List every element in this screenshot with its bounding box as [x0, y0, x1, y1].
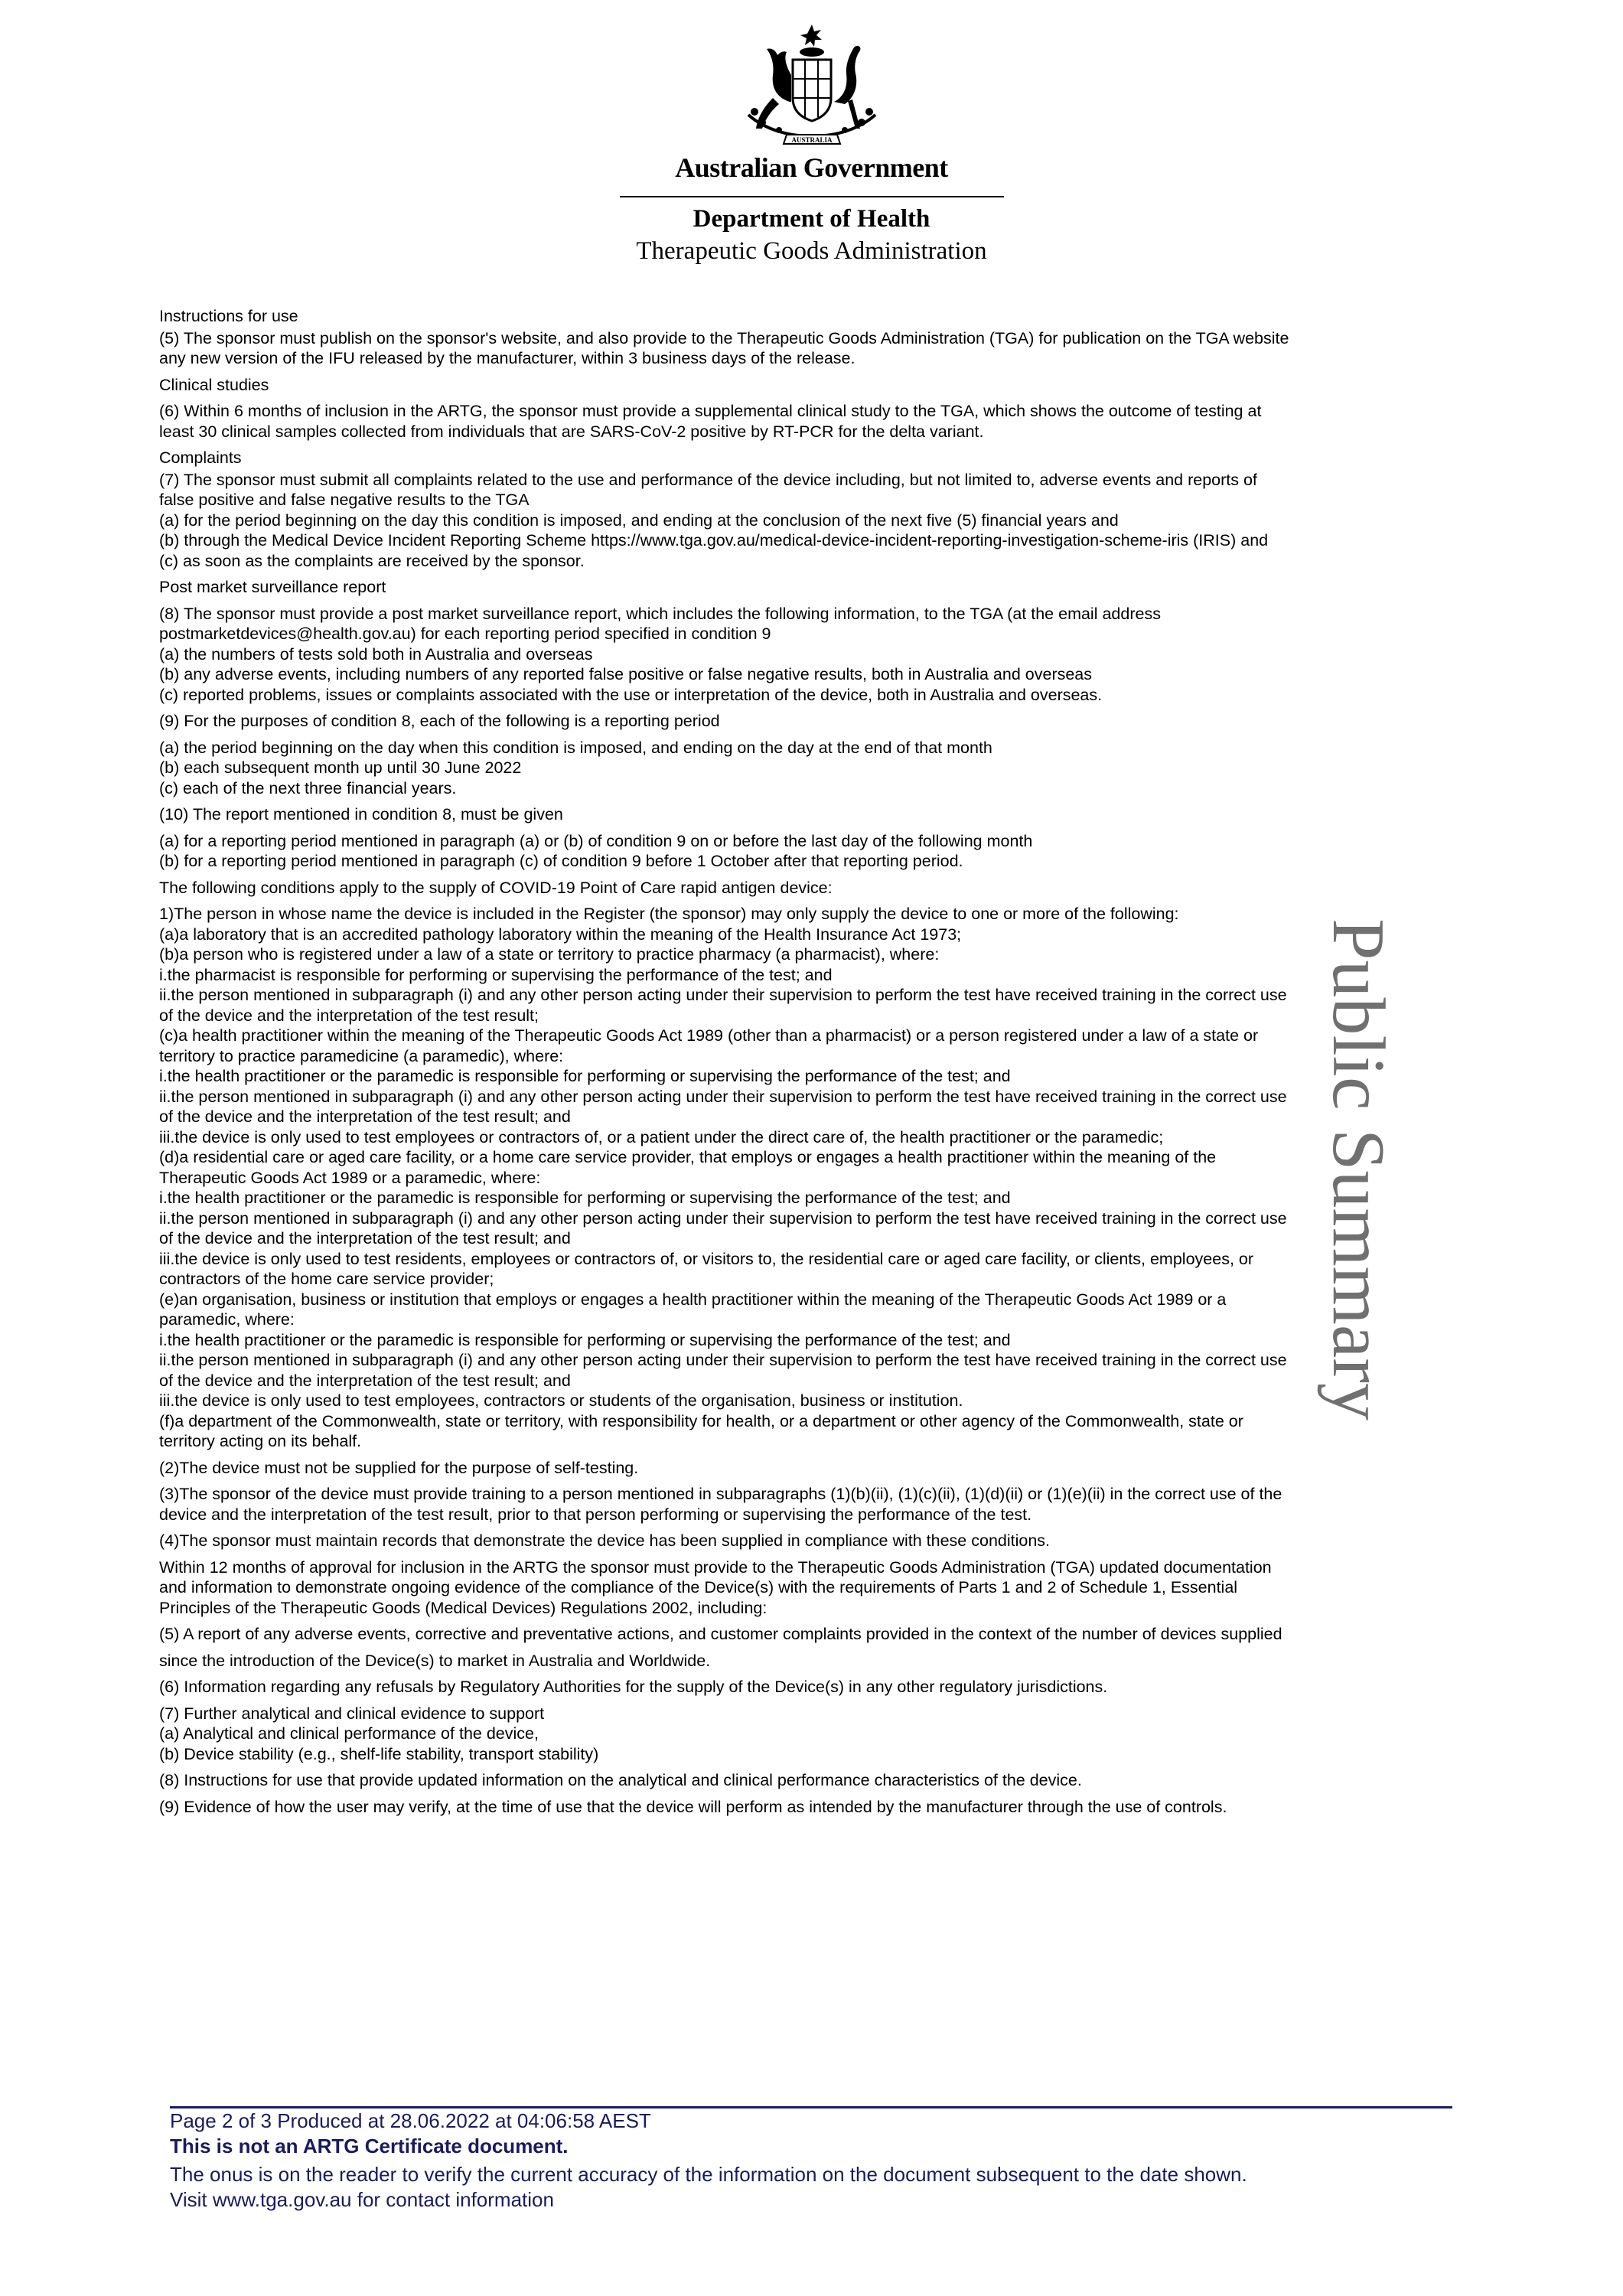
text-line: (7) The sponsor must submit all complaints related to the use and performance of the device including, but not limited to, adverse events and reports of [159, 470, 1257, 489]
text-line: since the introduction of the Device(s) to market in Australia and Worldwide. [159, 1651, 711, 1670]
text-line: i.the health practitioner or the paramedic is responsible for performing or supervising the performance of the test; and [159, 1189, 1011, 1207]
text-line: iii.the device is only used to test employees or contractors of, or a patient under the direct care of, the health practitioner or the paramedic; [159, 1127, 1164, 1146]
page-footer [170, 2106, 1452, 2213]
text-line: (e)an organisation, business or institution that employs or engages a health practitioner within the meaning of the Therapeutic Goods Act 1989 or a [159, 1290, 1227, 1309]
paragraph [159, 1651, 1479, 1671]
text-line: (3)The sponsor of the device must provide training to a person mentioned in subparagraphs (1)(b)(ii), (1)(c)(ii), (1)(d)(ii) or (1)(e)(ii) in the correct use of the [159, 1485, 1282, 1503]
text-line: (9) For the purposes of condition 8, each of the following is a reporting period [159, 712, 720, 730]
paragraph [159, 604, 1479, 706]
text-line: (a) for the period beginning on the day this condition is imposed, and ending at the conclusion of the next five (5) financial years and [159, 510, 1119, 530]
text-line: 1)The person in whose name the device is included in the Register (the sponsor) may only supply the device to one or more of the following: [159, 905, 1179, 923]
text-line: iii.the device is only used to test employees, contractors or students of the organisation, business or institution. [159, 1391, 963, 1410]
paragraph [159, 831, 1479, 872]
text-line: (6) Information regarding any refusals by Regulatory Authorities for the supply of the Device(s) in any other regulatory jurisdictions. [159, 1678, 1108, 1696]
paragraph [159, 738, 1479, 799]
footer-page-info: Page 2 of 3 Produced at 28.06.2022 at 04:06:58 AEST [170, 2109, 651, 2132]
text-line: territory acting on its behalf. [159, 1432, 362, 1450]
footer-onus: The onus is on the reader to verify the current accuracy of the information on the document subsequent to the date shown. [170, 2163, 1247, 2186]
text-line: Instructions for use [159, 307, 298, 325]
text-line: (8) The sponsor must provide a post market surveillance report, which includes the following information, to the TGA (at the email address [159, 604, 1161, 623]
paragraph [159, 904, 1479, 1452]
text-line: territory to practice paramedicine (a paramedic), where: [159, 1046, 564, 1065]
text-line: any new version of the IFU released by the manufacturer, within 3 business days of the release. [159, 349, 855, 367]
text-line: Clinical studies [159, 375, 269, 394]
department-title: Department of Health [693, 205, 930, 233]
text-line: and information to demonstrate ongoing evidence of the compliance of the Device(s) with the requirements of Parts 1 and 2 of Schedule 1, Essential [159, 1578, 1238, 1596]
text-line: Within 12 months of approval for inclusion in the ARTG the sponsor must provide to the Therapeutic Goods Administration (TGA) updated documentation [159, 1557, 1272, 1577]
paragraph [159, 1704, 1479, 1765]
header-divider [620, 196, 1004, 197]
text-line: (5) A report of any adverse events, corrective and preventative actions, and customer complaints provided in the context of the number of devices supplied [159, 1625, 1282, 1643]
crest-scroll-lettering: AUSTRALIA [791, 136, 833, 144]
text-line: (4)The sponsor must maintain records that demonstrate the device has been supplied in compliance with these conditions. [159, 1531, 1051, 1550]
paragraph [159, 1624, 1479, 1645]
text-line: (b) through the Medical Device Incident Reporting Scheme https://www.tga.gov.au/medical-device-incident-reporting-investigation-scheme-iris (IRIS) and [159, 531, 1269, 550]
agency-title: Therapeutic Goods Administration [636, 237, 987, 265]
text-line: of the device and the interpretation of the test result; and [159, 1107, 571, 1126]
text-line: (2)The device must not be supplied for the purpose of self-testing. [159, 1458, 639, 1477]
text-line: (b) for a reporting period mentioned in paragraph (c) of condition 9 before 1 October after that reporting period. [159, 852, 963, 870]
text-line: (b) any adverse events, including numbers of any reported false positive or false negative results, both in Australia and overseas [159, 665, 1093, 683]
text-line: (a) for a reporting period mentioned in paragraph (a) or (b) of condition 9 on or before the last day of the following month [159, 831, 1033, 850]
text-line: (7) Further analytical and clinical evidence to support [159, 1704, 545, 1723]
paragraph [159, 401, 1479, 442]
text-line: false positive and false negative results to the TGA [159, 491, 530, 509]
paragraph [159, 711, 1479, 732]
text-line: iii.the device is only used to test residents, employees or contractors of, or visitors to, the residential care or aged care facility, or clients, employees, or [159, 1249, 1254, 1268]
paragraph [159, 804, 1479, 825]
text-line: (d)a residential care or aged care facility, or a home care service provider, that employs or engages a health practitioner within the meaning of the [159, 1148, 1217, 1166]
text-line: postmarketdevices@health.gov.au) for each reporting period specified in condition 9 [159, 625, 771, 643]
footer-contact[interactable]: Visit www.tga.gov.au for contact information [170, 2188, 554, 2211]
text-line: ii.the person mentioned in subparagraph (i) and any other person acting under their supervision to perform the test have received training in the correct use [159, 1087, 1287, 1106]
text-line: (b) each subsequent month up until 30 June 2022 [159, 758, 522, 777]
section-heading [159, 306, 1479, 327]
text-line: Post market surveillance report [159, 578, 386, 596]
text-line: of the device and the interpretation of the test result; and [159, 1371, 571, 1390]
text-line: (b) Device stability (e.g., shelf-life stability, transport stability) [159, 1744, 599, 1763]
text-line: least 30 clinical samples collected from individuals that are SARS-CoV-2 positive by RT-PCR for the delta variant. [159, 422, 984, 441]
paragraph [159, 1458, 1479, 1479]
paragraph [159, 1557, 1479, 1619]
text-line: (c)a health practitioner within the meaning of the Therapeutic Goods Act 1989 (other than a pharmacist) or a person registered under a law of a state or [159, 1026, 1259, 1045]
letterhead [0, 0, 1623, 276]
text-line: contractors of the home care service provider; [159, 1270, 494, 1288]
text-line: paramedic, where: [159, 1310, 295, 1329]
public-summary-watermark: Public Summary [1317, 918, 1400, 1421]
text-line: device and the interpretation of the test result, prior to that person performing or supervising the performance of the test. [159, 1505, 1032, 1524]
text-line: (10) The report mentioned in condition 8, must be given [159, 805, 563, 823]
text-line: Therapeutic Goods Act 1989 or a paramedic, where: [159, 1168, 541, 1187]
text-line: (c) reported problems, issues or complaints associated with the use or interpretation of the device, both in Australia and overseas. [159, 685, 1103, 704]
text-line: (a) Analytical and clinical performance of the device, [159, 1724, 539, 1743]
text-line: (6) Within 6 months of inclusion in the ARTG, the sponsor must provide a supplemental clinical study to the TGA, which shows the outcome of testing at [159, 402, 1262, 420]
paragraph [159, 1531, 1479, 1551]
text-line: Complaints [159, 448, 242, 467]
text-line: (c) as soon as the complaints are received by the sponsor. [159, 551, 585, 570]
footer-notice: This is not an ARTG Certificate document. [170, 2135, 569, 2157]
text-line: (b)a person who is registered under a law of a state or territory to practice pharmacy (a pharmacist), where: [159, 945, 940, 964]
text-line: (c) each of the next three financial years. [159, 778, 457, 797]
text-line: i.the health practitioner or the paramedic is responsible for performing or supervising the performance of the test; and [159, 1067, 1011, 1085]
text-line: (9) Evidence of how the user may verify, at the time of use that the device will perform as intended by the manufacturer through the use of controls. [159, 1797, 1227, 1816]
text-line: (a)a laboratory that is an accredited pathology laboratory within the meaning of the Health Insurance Act 1973; [159, 925, 962, 944]
text-line: i.the health practitioner or the paramedic is responsible for performing or supervising the performance of the test; and [159, 1330, 1011, 1349]
text-line: ii.the person mentioned in subparagraph (i) and any other person acting under their supervision to perform the test have received training in the correct use [159, 1208, 1287, 1228]
text-line: ii.the person mentioned in subparagraph (i) and any other person acting under their supervision to perform the test have received training in the correct use [159, 1351, 1287, 1369]
text-line: ii.the person mentioned in subparagraph (i) and any other person acting under their supervision to perform the test have received training in the correct use [159, 986, 1287, 1004]
text-line: of the device and the interpretation of the test result; [159, 1006, 539, 1025]
text-line: (a) the period beginning on the day when this condition is imposed, and ending on the day at the end of that month [159, 738, 992, 757]
text-line: (a) the numbers of tests sold both in Australia and overseas [159, 644, 593, 664]
government-title: Australian Government [675, 152, 948, 183]
coat-of-arms-icon [733, 21, 891, 152]
paragraph [159, 878, 1479, 899]
paragraph [159, 1770, 1479, 1791]
text-line: Principles of the Therapeutic Goods (Medical Devices) Regulations 2002, including: [159, 1598, 768, 1617]
text-line: The following conditions apply to the supply of COVID-19 Point of Care rapid antigen device: [159, 878, 833, 897]
section-heading [159, 448, 1479, 468]
text-line: (f)a department of the Commonwealth, state or territory, with responsibility for health, or a department or other agency of the Commonwealth, state or [159, 1411, 1243, 1430]
text-line: (5) The sponsor must publish on the sponsor's website, and also provide to the Therapeutic Goods Administration (TGA) for publication on the TGA website [159, 328, 1289, 347]
document-body [159, 306, 1479, 1817]
text-line: of the device and the interpretation of the test result; and [159, 1229, 571, 1247]
paragraph [159, 1797, 1479, 1818]
text-line: (8) Instructions for use that provide updated information on the analytical and clinical performance characteristics of the device. [159, 1771, 1082, 1789]
section-heading [159, 375, 1479, 396]
paragraph [159, 328, 1479, 369]
paragraph [159, 1484, 1479, 1525]
section-heading [159, 577, 1479, 598]
paragraph [159, 470, 1479, 572]
paragraph [159, 1677, 1479, 1698]
text-line: i.the pharmacist is responsible for performing or supervising the performance of the test; and [159, 965, 833, 984]
